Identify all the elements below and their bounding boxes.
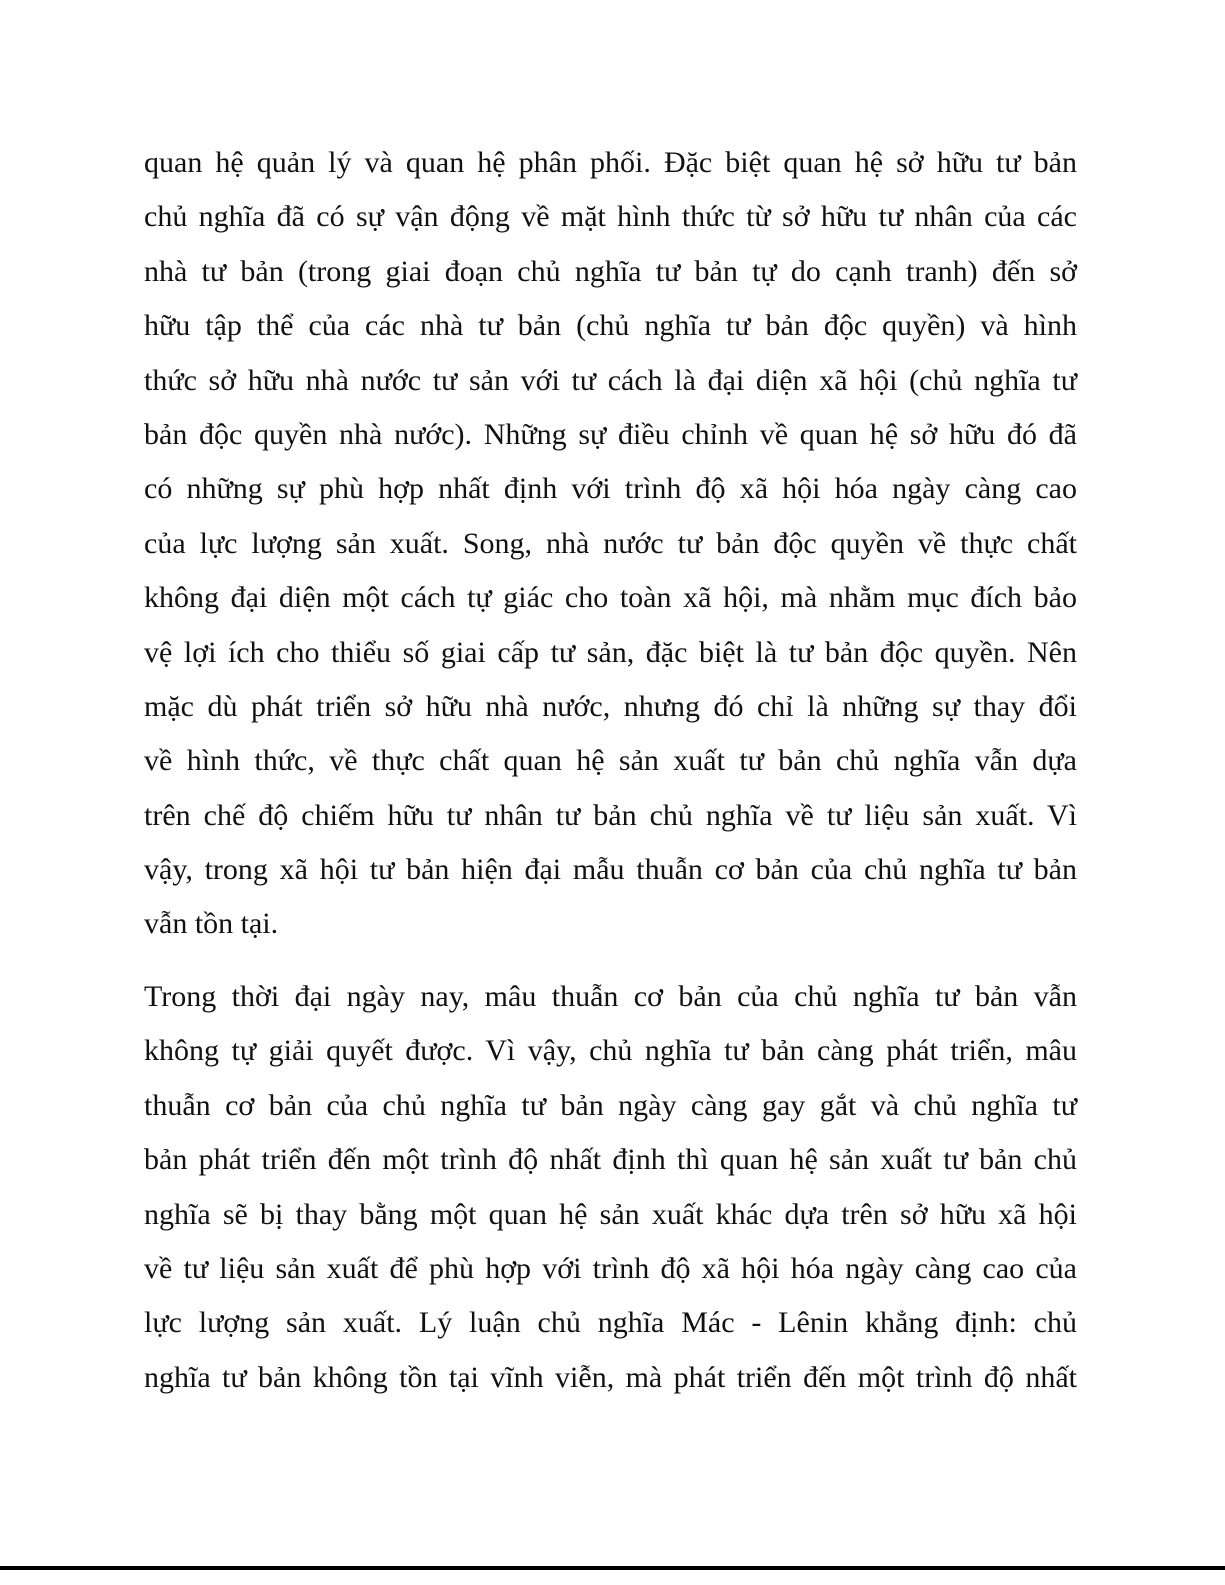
paragraph-line: bản độc quyền nhà nước). Những sự điều chỉnh về quan hệ sở hữu đó đã [144,417,1077,451]
paragraph-line: chủ nghĩa đã có sự vận động về mặt hình thức từ sở hữu tư nhân của các [144,200,1077,234]
paragraph-line: bản phát triển đến một trình độ nhất định thì quan hệ sản xuất tư bản chủ [144,1143,1077,1177]
paragraph-1 [144,136,1077,952]
paragraph-line: hữu tập thể của các nhà tư bản (chủ nghĩa tư bản độc quyền) và hình [144,309,1077,343]
page-bottom-border [0,1566,1225,1570]
paragraph-2 [144,970,1077,1405]
paragraph-line: không tự giải quyết được. Vì vậy, chủ nghĩa tư bản càng phát triển, mâu [144,1034,1077,1068]
paragraph-line: nhà tư bản (trong giai đoạn chủ nghĩa tư bản tự do cạnh tranh) đến sở [144,254,1077,288]
paragraph-line: thức sở hữu nhà nước tư sản với tư cách là đại diện xã hội (chủ nghĩa tư [144,363,1077,397]
paragraph-line: về hình thức, về thực chất quan hệ sản xuất tư bản chủ nghĩa vẫn dựa [144,744,1077,778]
paragraph-line: về tư liệu sản xuất để phù hợp với trình độ xã hội hóa ngày càng cao của [144,1251,1077,1285]
paragraph-line: nghĩa tư bản không tồn tại vĩnh viễn, mà phát triển đến một trình độ nhất [144,1360,1077,1394]
paragraph-line: không đại diện một cách tự giác cho toàn xã hội, mà nhằm mục đích bảo [144,581,1077,615]
paragraph-line: quan hệ quản lý và quan hệ phân phối. Đặc biệt quan hệ sở hữu tư bản [144,146,1077,179]
paragraph-line: vậy, trong xã hội tư bản hiện đại mẫu thuẫn cơ bản của chủ nghĩa tư bản [144,853,1077,887]
paragraph-line: thuẫn cơ bản của chủ nghĩa tư bản ngày càng gay gắt và chủ nghĩa tư [144,1088,1077,1122]
paragraph-line: có những sự phù hợp nhất định với trình độ xã hội hóa ngày càng cao [144,472,1077,506]
paragraph-line: Trong thời đại ngày nay, mâu thuẫn cơ bản của chủ nghĩa tư bản vẫn [144,980,1077,1013]
paragraph-line: vẫn tồn tại. [144,907,279,941]
paragraph-line: của lực lượng sản xuất. Song, nhà nước tư bản độc quyền về thực chất [144,526,1077,560]
paragraph-line: lực lượng sản xuất. Lý luận chủ nghĩa Mác - Lênin khẳng định: chủ [144,1306,1077,1340]
paragraph-line: nghĩa sẽ bị thay bằng một quan hệ sản xuất khác dựa trên sở hữu xã hội [144,1197,1077,1231]
paragraph-line: mặc dù phát triển sở hữu nhà nước, nhưng đó chỉ là những sự thay đổi [144,689,1077,723]
paragraph-line: trên chế độ chiếm hữu tư nhân tư bản chủ nghĩa về tư liệu sản xuất. Vì [144,798,1077,832]
paragraph-line: vệ lợi ích cho thiểu số giai cấp tư sản, đặc biệt là tư bản độc quyền. Nên [144,635,1077,669]
